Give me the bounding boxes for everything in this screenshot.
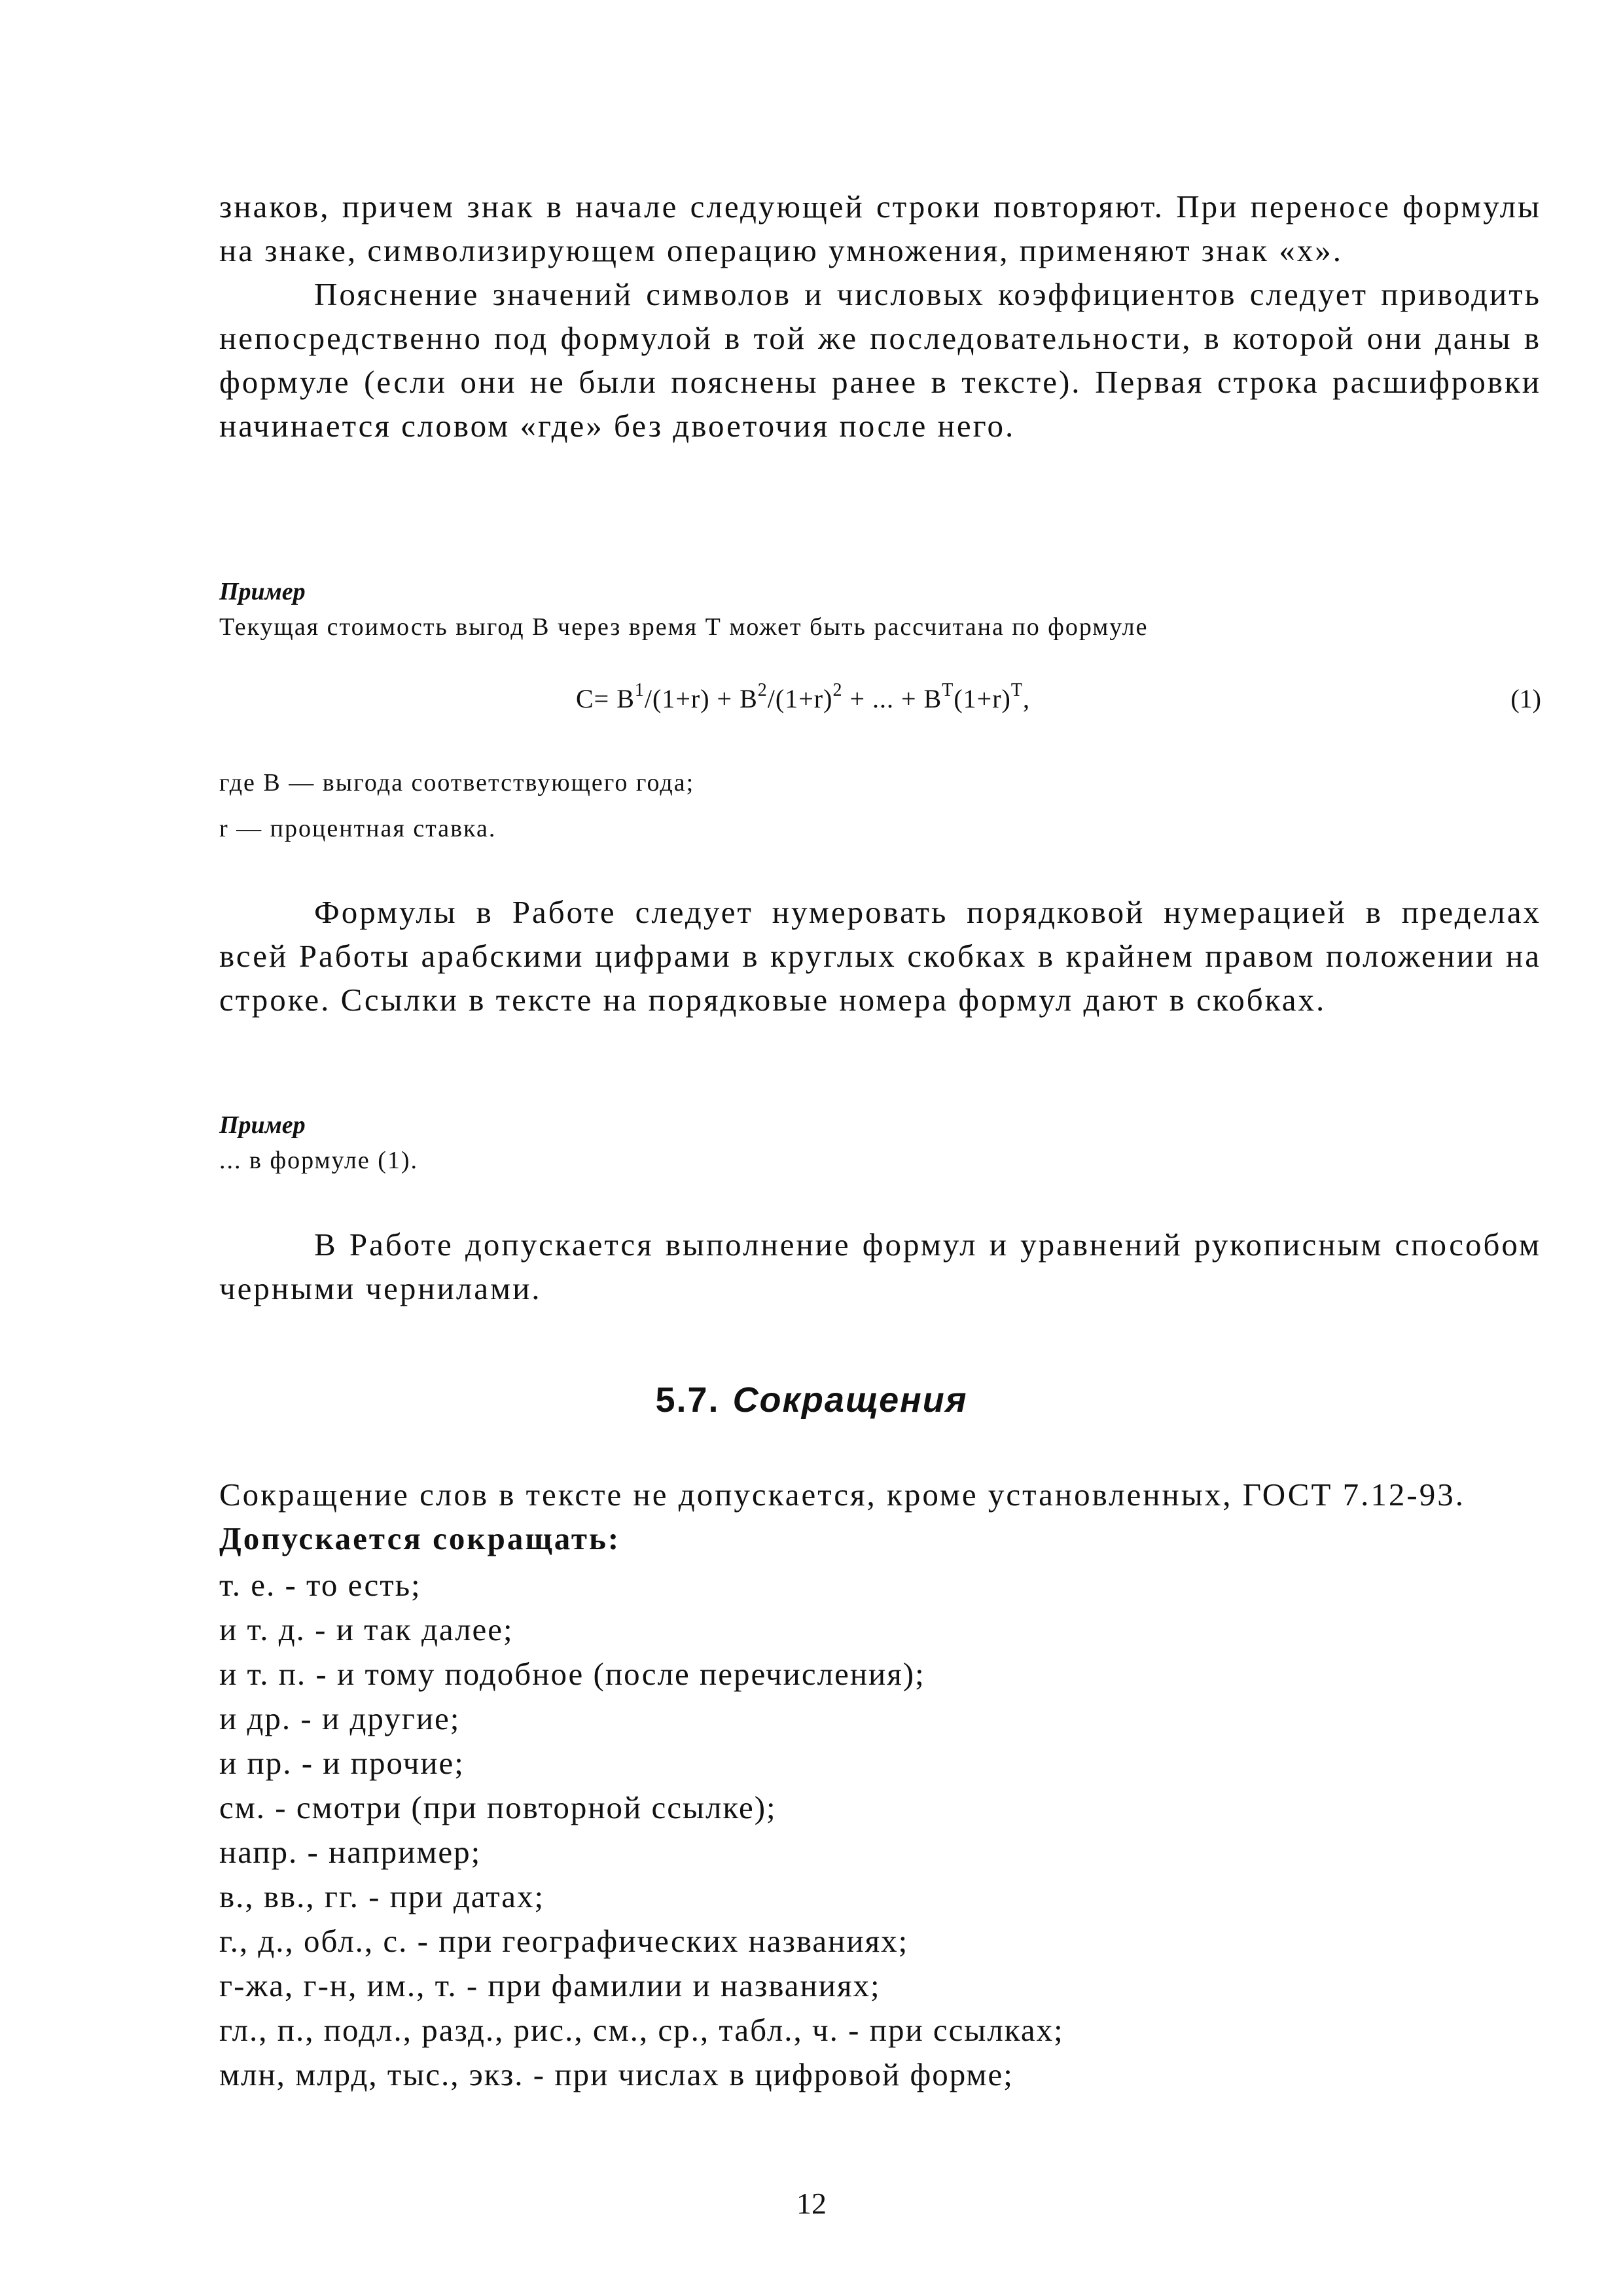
section-number: 5.7. [655, 1380, 720, 1420]
abbreviations-intro [219, 1473, 1541, 1560]
page-number: 12 [796, 2187, 827, 2220]
list-item: в., вв., гг. - при датах; [219, 1878, 545, 1914]
list-item: млн, млрд, тыс., экз. - при числах в цифровой форме; [219, 2056, 1014, 2092]
where-line-2: r — процентная ставка. [219, 815, 497, 842]
text-block-numbering [219, 890, 1541, 1022]
paragraph-handwritten: В Работе допускается выполнение формул и уравнений рукописным способом черными чернилами. [219, 1227, 1541, 1306]
paragraph-formula-break: знаков, причем знак в начале следующей строки повторяют. При переносе формулы на знаке, символизирующем операцию умножения, применяют знак «х». [219, 188, 1541, 268]
example-2-heading: Пример [219, 1111, 306, 1139]
list-item: и т. п. - и тому подобное (после перечисления); [219, 1656, 925, 1692]
list-item: и пр. - и прочие; [219, 1745, 465, 1781]
list-item: г., д., обл., с. - при географических названиях; [219, 1923, 909, 1959]
section-heading [0, 1380, 1623, 1420]
where-line-1: где В — выгода соответствующего года; [219, 769, 695, 797]
formula-number: (1) [1510, 684, 1541, 713]
formula-row [219, 674, 1541, 726]
list-item: гл., п., подл., разд., рис., см., ср., табл., ч. - при ссылках; [219, 2012, 1064, 2048]
formula-explanation [219, 767, 1541, 844]
example-2-text: ... в формуле (1). [219, 1147, 419, 1174]
list-item: см. - смотри (при повторной ссылке); [219, 1789, 777, 1825]
list-item: напр. - например; [219, 1834, 482, 1870]
text-block-handwritten [219, 1223, 1541, 1310]
formula: $C= B^1/(1+r) + B^2/(1+r)^2$ + ... + $B^T(1+r)^T$, [576, 680, 1030, 713]
abbreviations-intro-text: Сокращение слов в тексте не допускается, кроме установленных, ГОСТ 7.12-93. [219, 1477, 1465, 1513]
list-item: т. е. - то есть; [219, 1567, 421, 1603]
abbreviations-allowed-heading: Допускается сокращать: [219, 1520, 621, 1556]
example-2 [219, 1109, 1541, 1176]
list-item: и т. д. - и так далее; [219, 1611, 514, 1647]
example-1-text: Текущая стоимость выгод В через время Т может быть рассчитана по формуле [219, 613, 1149, 641]
list-item: г-жа, г-н, им., т. - при фамилии и названиях; [219, 1967, 881, 2003]
list-item: и др. - и другие; [219, 1700, 461, 1736]
paragraph-symbol-explanation: Пояснение значений символов и числовых коэффициентов следует приводить непосредственно под формулой в той же последовательности, в которой они даны в формуле (если они не были пояснены ранее в тексте). Первая строка расшифровки начинается словом «где» без двоеточия после него. [219, 276, 1541, 444]
section-title: Сокращения [732, 1380, 968, 1420]
example-1 [219, 576, 1541, 643]
text-block-top [219, 185, 1541, 448]
abbreviation-list [219, 1563, 1541, 2097]
example-1-heading: Пример [219, 578, 306, 605]
paragraph-formula-numbering: Формулы в Работе следует нумеровать порядковой нумерацией в пределах всей Работы арабскими цифрами в круглых скобках в крайнем правом положении на строке. Ссылки в тексте на порядковые номера формул дают в скобках. [219, 894, 1541, 1018]
